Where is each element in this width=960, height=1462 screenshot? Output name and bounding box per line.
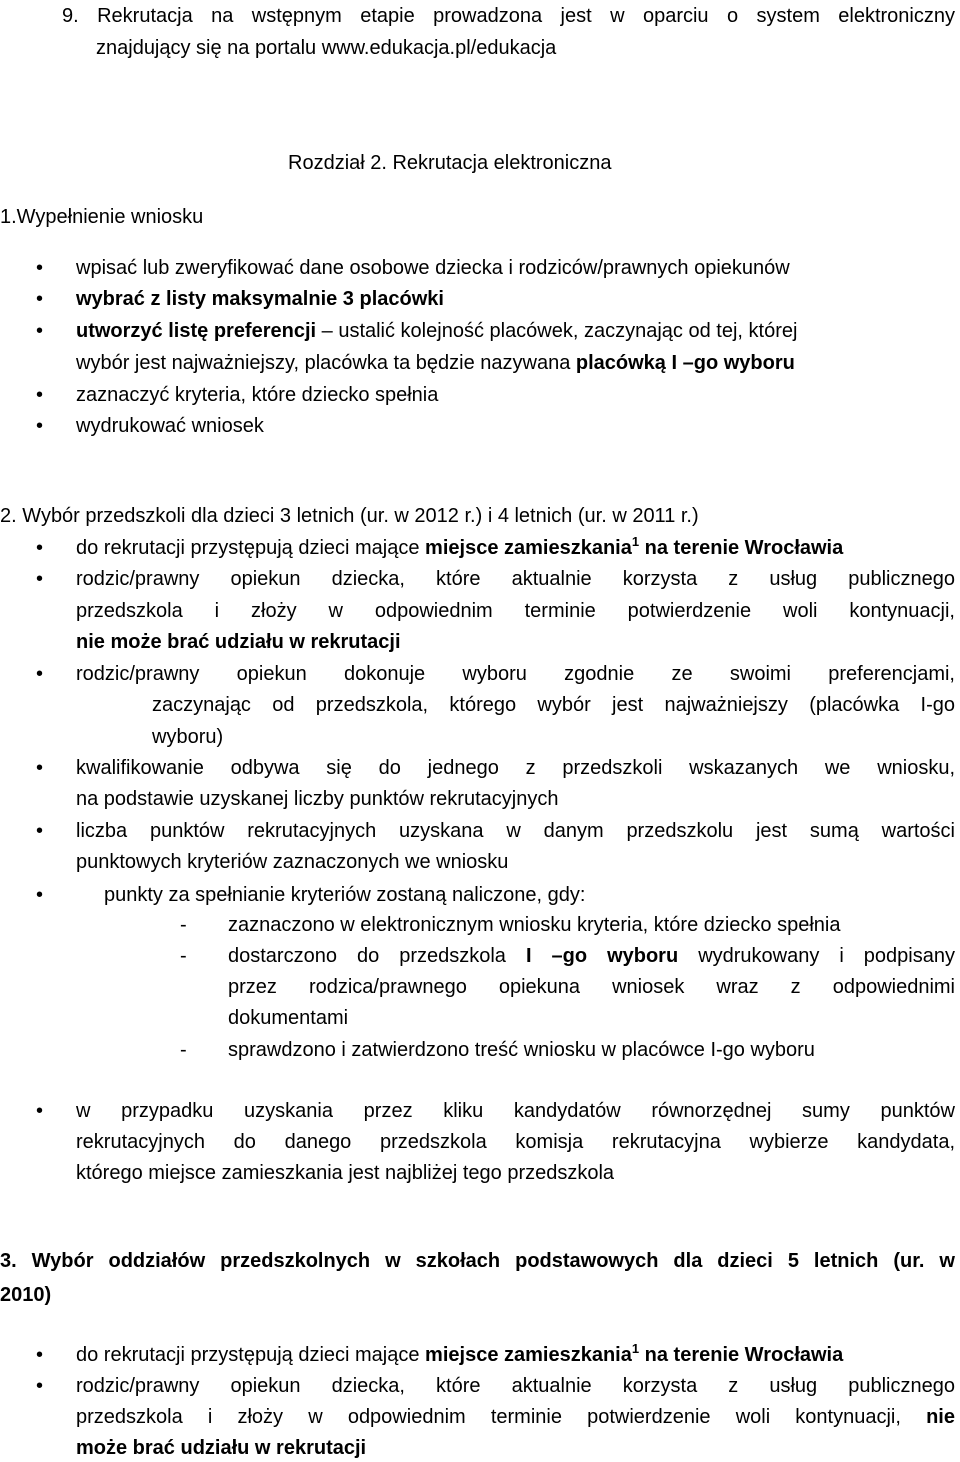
dash-icon: - [180, 945, 187, 967]
s1-bullet-5: wydrukować wniosek [76, 415, 264, 437]
s2-dash-3: sprawdzono i zatwierdzono treść wniosku w placówce I-go wyboru [228, 1039, 815, 1061]
s3-bullet-2-line-2 [76, 1404, 955, 1430]
s2-bullet-2-line-2: przedszkola i złoży w odpowiednim terminie potwierdzenie woli kontynuacji, [76, 600, 955, 622]
footnote-marker: 1 [631, 1341, 640, 1356]
bullet-icon: • [36, 663, 44, 685]
s1-bullet-4: zaznaczyć kryteria, które dziecko spełnia [76, 384, 439, 406]
s1-bullet-3 [76, 318, 797, 344]
s2-bullet-3-line-1: rodzic/prawny opiekun dokonuje wyboru zgodnie ze swoimi preferencjami, [76, 663, 955, 685]
section-1-heading: 1.Wypełnienie wniosku [0, 206, 204, 228]
s2-bullet-3-line-3: wyboru) [152, 726, 224, 748]
s1-bullet-3-line-2 [76, 350, 795, 376]
s2-bullet-2-line-3: nie może brać udziału w rekrutacji [76, 631, 401, 653]
s2-dash-1: zaznaczono w elektronicznym wniosku kryteria, które dziecko spełnia [228, 914, 841, 936]
bullet-icon: • [36, 257, 44, 279]
s2-bullet-1 [76, 535, 843, 561]
s2-bullet-3-line-2: zaczynając od przedszkola, którego wybór jest najważniejszy (placówka I-go [152, 694, 955, 716]
s2-bullet-5-line-1: liczba punktów rekrutacyjnych uzyskana w danym przedszkolu jest sumą wartości [76, 820, 955, 842]
s1-bullet-3-line-2-bold: placówką I –go wyboru [575, 352, 795, 374]
section-3-heading-line-2: 2010) [0, 1284, 52, 1306]
s2-bullet-1-bold-2: na terenie Wrocławia [639, 537, 844, 559]
s1-bullet-3-rest: – ustalić kolejność placówek, zaczynając od tej, której [316, 320, 798, 342]
s2-dash-2-text: dostarczono do przedszkola [228, 945, 526, 967]
s1-bullet-3-line-2-text: wybór jest najważniejszy, placówka ta będzie nazywana [76, 352, 576, 374]
s2-bullet-7-line-1: w przypadku uzyskania przez kliku kandydatów równorzędnej sumy punktów [76, 1100, 955, 1122]
s2-dash-2-line-2: przez rodzica/prawnego opiekuna wniosek wraz z odpowiednimi [228, 976, 955, 998]
bullet-icon: • [36, 568, 44, 590]
s2-bullet-7-line-2: rekrutacyjnych do danego przedszkola komisja rekrutacyjna wybierze kandydata, [76, 1131, 955, 1153]
s2-dash-2-line-3: dokumentami [228, 1007, 349, 1029]
bullet-icon: • [36, 820, 44, 842]
point-9-line-2: znajdujący się na portalu www.edukacja.pl/edukacja [96, 37, 557, 59]
bullet-icon: • [36, 288, 44, 310]
s3-bullet-1-bold-2: na terenie Wrocławia [639, 1344, 844, 1366]
s3-bullet-1 [76, 1342, 843, 1368]
s2-dash-2-text-2: wydrukowany i podpisany [678, 945, 955, 967]
s2-bullet-1-bold: miejsce zamieszkania [425, 537, 632, 559]
s2-bullet-4-line-2: na podstawie uzyskanej liczby punktów rekrutacyjnych [76, 788, 559, 810]
s2-dash-2-line-1 [228, 943, 955, 969]
s3-bullet-1-bold: miejsce zamieszkania [425, 1344, 632, 1366]
s2-bullet-1-text: do rekrutacji przystępują dzieci mające [76, 537, 426, 559]
bullet-icon: • [36, 1344, 44, 1366]
bullet-icon: • [36, 537, 44, 559]
chapter-heading: Rozdział 2. Rekrutacja elektroniczna [288, 152, 612, 174]
point-9-line-1: 9. Rekrutacja na wstępnym etapie prowadzona jest w oparciu o system elektroniczny [62, 5, 955, 27]
dash-icon: - [180, 914, 187, 936]
footnote-marker: 1 [631, 534, 640, 549]
s2-bullet-7-line-3: którego miejsce zamieszkania jest najbliżej tego przedszkola [76, 1162, 615, 1184]
bullet-icon: • [36, 415, 44, 437]
s3-bullet-2-line-1: rodzic/prawny opiekun dziecka, które aktualnie korzysta z usług publicznego [76, 1375, 955, 1397]
s3-bullet-2-line-2-bold: nie [926, 1406, 955, 1428]
section-2-heading: 2. Wybór przedszkoli dla dzieci 3 letnich (ur. w 2012 r.) i 4 letnich (ur. w 2011 r.) [0, 505, 699, 527]
bullet-icon: • [36, 884, 44, 906]
s3-bullet-2-line-3: może brać udziału w rekrutacji [76, 1437, 367, 1459]
s3-bullet-2-line-2-text: przedszkola i złoży w odpowiednim terminie potwierdzenie woli kontynuacji, [76, 1406, 927, 1428]
s1-bullet-3-bold: utworzyć listę preferencji [76, 320, 317, 342]
section-3-heading-line-1: 3. Wybór oddziałów przedszkolnych w szkołach podstawowych dla dzieci 5 letnich (ur. w [0, 1250, 955, 1272]
s1-bullet-2: wybrać z listy maksymalnie 3 placówki [76, 288, 444, 310]
s2-bullet-5-line-2: punktowych kryteriów zaznaczonych we wniosku [76, 851, 509, 873]
s2-bullet-6: punkty za spełnianie kryteriów zostaną naliczone, gdy: [104, 884, 586, 906]
bullet-icon: • [36, 1100, 44, 1122]
bullet-icon: • [36, 320, 44, 342]
bullet-icon: • [36, 757, 44, 779]
s2-dash-2-bold: I –go wyboru [525, 945, 679, 967]
bullet-icon: • [36, 384, 44, 406]
s2-bullet-2-line-1: rodzic/prawny opiekun dziecka, które aktualnie korzysta z usług publicznego [76, 568, 955, 590]
s2-bullet-4-line-1: kwalifikowanie odbywa się do jednego z przedszkoli wskazanych we wniosku, [76, 757, 955, 779]
dash-icon: - [180, 1039, 187, 1061]
s3-bullet-1-text: do rekrutacji przystępują dzieci mające [76, 1344, 426, 1366]
bullet-icon: • [36, 1375, 44, 1397]
s1-bullet-1: wpisać lub zweryfikować dane osobowe dziecka i rodziców/prawnych opiekunów [76, 257, 790, 279]
